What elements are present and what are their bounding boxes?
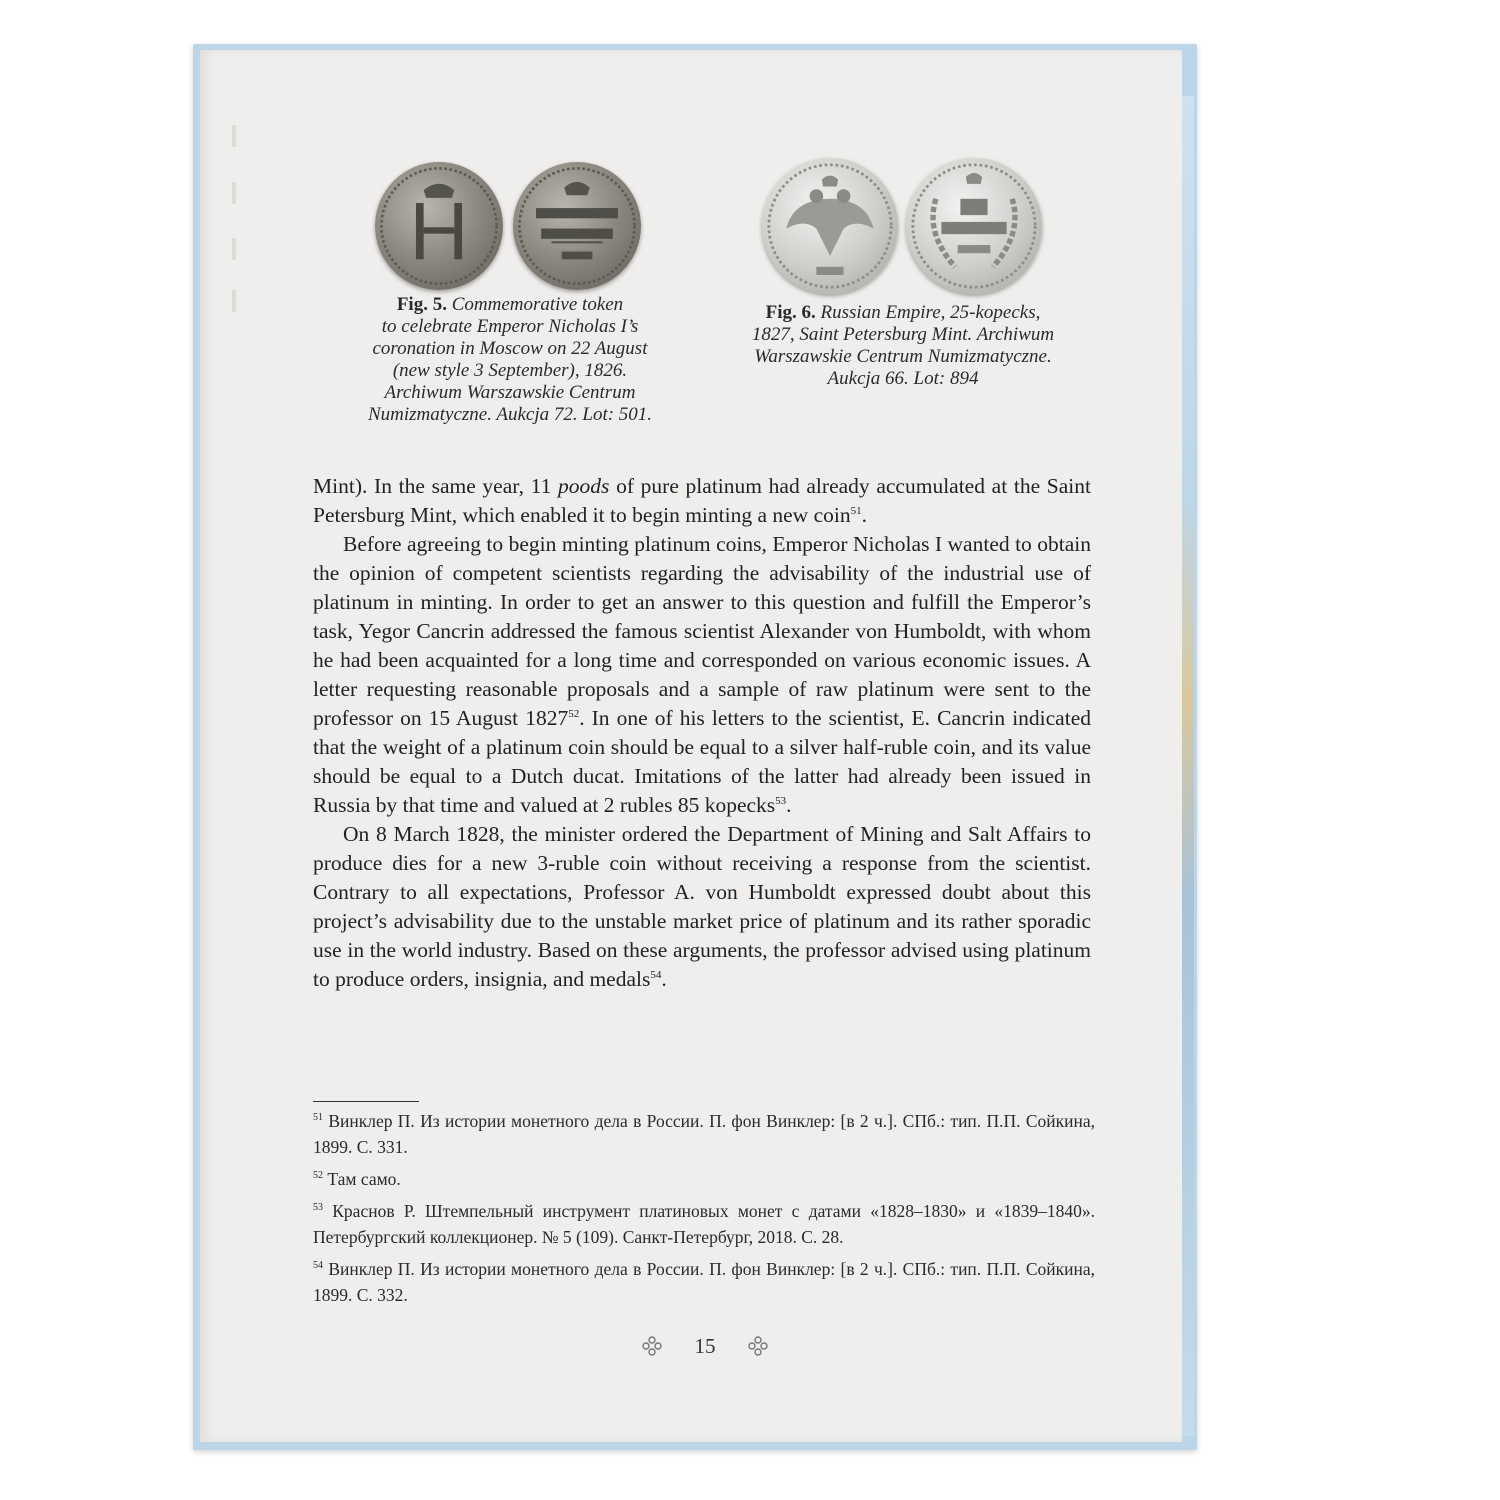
footnote-text: Краснов Р. Штемпельный инструмент платиновых монет с датами «1828–1830» и «1839–1840». Петербургский коллекционер. № 5 (109). Санкт-Петербург, 2018. С. 28. [313,1201,1095,1247]
crowned-monogram-coin-icon [375,162,503,290]
denomination-wreath-coin-icon [906,158,1042,294]
binding-stitch [232,290,236,312]
ornament-left-icon [640,1334,664,1358]
caption-line: Archiwum Warszawskie Centrum [384,382,636,403]
caption-line: Russian Empire, 25-kopecks, [820,302,1041,323]
footnote [313,1198,1095,1250]
footnote-ref: 52 [568,707,580,720]
caption-line: coronation in Moscow on 22 August [372,338,648,359]
text-run: . [661,967,667,991]
footnote-ref: 54 [650,968,662,981]
footnote-text: Винклер П. Из истории монетного дела в России. П. фон Винклер: [в 2 ч.]. СПб.: тип. П.П. Сойкина, 1899. С. 331. [313,1111,1095,1157]
footnote [313,1256,1095,1308]
coronation-inscription-coin-icon [513,162,641,290]
paragraph [313,472,1091,530]
footnote-number: 54 [313,1260,323,1272]
figure-label: Fig. 5. [396,294,447,315]
footnote-number: 52 [313,1170,323,1182]
figure-5-caption [330,294,690,426]
footnote-text: Винклер П. Из истории монетного дела в России. П. фон Винклер: [в 2 ч.]. СПб.: тип. П.П. Сойкина, 1899. С. 332. [313,1259,1095,1305]
paragraph [313,530,1091,820]
caption-line: (new style 3 September), 1826. [392,360,628,381]
binding-stitch [232,238,236,260]
footnote [313,1166,1095,1192]
footnotes [313,1108,1095,1314]
page-number-block [640,1330,770,1362]
book-cover-edge [1180,96,1194,1436]
text-run: On 8 March 1828, the minister ordered the Department of Mining and Salt Affairs to produce dies for a new 3-ruble coin without receiving a response from the scientist. Contrary to all expectations, Professor A. von Humboldt expressed doubt about this project’s advisability due to the unstable market price of platinum and its rather sporadic use in the world industry. Based on these arguments, the professor advised using platinum to produce orders, insignia, and medals [313,822,1091,991]
binding-stitch [232,125,236,147]
figure-6-caption [718,302,1088,390]
footnote-ref: 51 [850,504,862,517]
text-run: of pure platinum had already accumulated at the Saint Petersburg Mint, which enabled it to begin minting a new coin [313,474,1091,527]
text-run: . [786,793,792,817]
caption-line: Aukcja 66. Lot: 894 [827,368,979,389]
footnote [313,1108,1095,1160]
ornament-right-icon [746,1334,770,1358]
body-text [313,472,1091,994]
double-headed-eagle-coin-icon [762,158,898,294]
caption-line: 1827, Saint Petersburg Mint. Archiwum [751,324,1055,345]
footnote-number: 53 [313,1202,323,1214]
caption-line: Commemorative token [451,294,624,315]
binding-stitch [232,182,236,204]
footnote-divider [313,1101,419,1102]
text-run: . In one of his letters to the scientist, E. Cancrin indicated that the weight of a platinum coin should be equal to a silver half-ruble coin, and its value should be equal to a Dutch ducat. Imitations of the latter had already been issued in Russia by that time and valued at 2 rubles 85 kopecks [313,706,1091,817]
footnote-ref: 53 [775,794,787,807]
footnote-text: Там само. [323,1169,401,1189]
text-run: . [861,503,867,527]
text-run: Mint). In the same year, 11 [313,474,559,498]
caption-line: Numizmatyczne. Aukcja 72. Lot: 501. [367,404,653,425]
caption-line: to celebrate Emperor Nicholas I’s [381,316,639,337]
paragraph [313,820,1091,994]
text-run-italic: poods [558,474,610,498]
page-number: 15 [694,1333,716,1358]
text-run: Before agreeing to begin minting platinum coins, Emperor Nicholas I wanted to obtain the opinion of competent scientists regarding the advisability of the industrial use of platinum in minting. In order to get an answer to this question and fulfill the Emperor’s task, Yegor Cancrin addressed the famous scientist Alexander von Humboldt, with whom he had been acquainted for a long time and corresponded on various economic issues. A letter requesting reasonable proposals and a sample of raw platinum were sent to the professor on 15 August 1827 [313,532,1091,730]
caption-line: Warszawskie Centrum Numizmatyczne. [754,346,1052,367]
figure-label: Fig. 6. [765,302,816,323]
footnote-number: 51 [313,1112,323,1124]
